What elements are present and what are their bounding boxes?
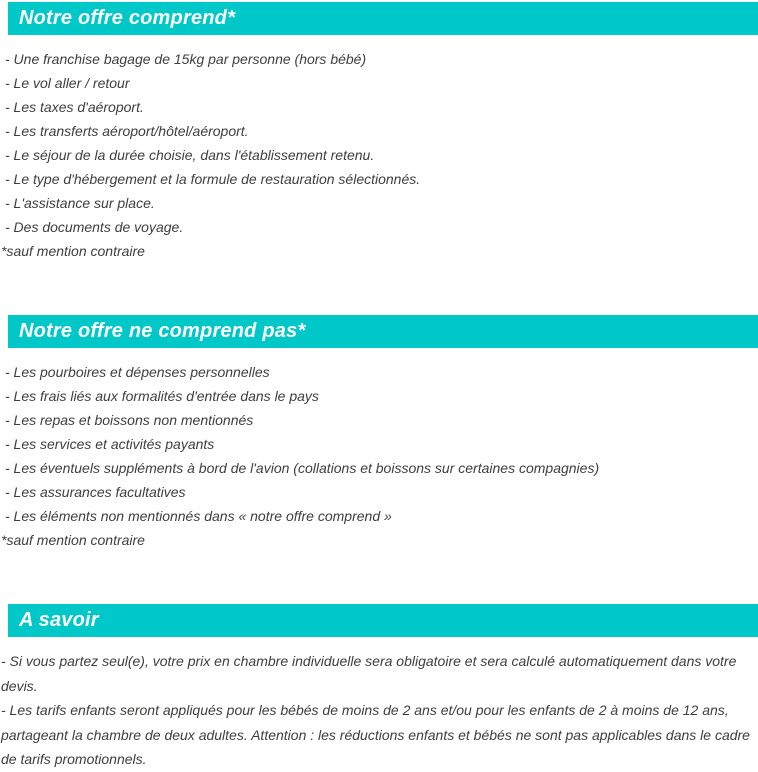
list-item: - Des documents de voyage. [5,219,184,235]
section-offer-includes [0,2,758,263]
list-item: - L'assistance sur place. [5,195,155,211]
section-offer-excludes [0,315,758,552]
list-item: - Les pourboires et dépenses personnelles [5,364,270,380]
list-item: - Les services et activités payants [5,436,215,452]
list-item: - Le type d'hébergement et la formule de restauration sélectionnés. [5,171,421,187]
section-title-offer-excludes: Notre offre ne comprend pas* [8,315,758,348]
section-title-offer-includes: Notre offre comprend* [8,2,758,35]
footnote: *sauf mention contraire [1,243,145,259]
list-item: - Les frais liés aux formalités d'entrée dans le pays [5,388,319,404]
paragraph: - Les tarifs enfants seront appliqués pour les bébés de moins de 2 ans et/ou pour les enfants de 2 à moins de 12 ans, partageant la chambre de deux adultes. Attention : les réductions enfants et bébés ne sont pas applicables dans le cadre de tarifs promotionnels. [1,702,750,767]
section-body-offer-excludes [0,348,758,552]
list-item: - Les repas et boissons non mentionnés [5,412,254,428]
list-item: - Les éléments non mentionnés dans « notre offre comprend » [5,508,392,524]
list-item: - Le vol aller / retour [5,75,130,91]
list-item: - Les taxes d'aéroport. [5,99,144,115]
list-item: - Le séjour de la durée choisie, dans l'établissement retenu. [5,147,375,163]
list-item: - Les assurances facultatives [5,484,186,500]
list-item: - Les éventuels suppléments à bord de l'avion (collations et boissons sur certaines compagnies) [5,460,600,476]
section-body-offer-includes [0,35,758,263]
paragraph: - Si vous partez seul(e), votre prix en chambre individuelle sera obligatoire et sera calculé automatiquement dans votre devis. [1,653,737,694]
list-item: - Une franchise bagage de 15kg par personne (hors bébé) [5,51,367,67]
section-good-to-know [0,604,758,772]
section-title-good-to-know: A savoir [8,604,758,637]
list-item: - Les transferts aéroport/hôtel/aéroport. [5,123,249,139]
footnote: *sauf mention contraire [1,532,145,548]
section-body-good-to-know [0,637,758,772]
